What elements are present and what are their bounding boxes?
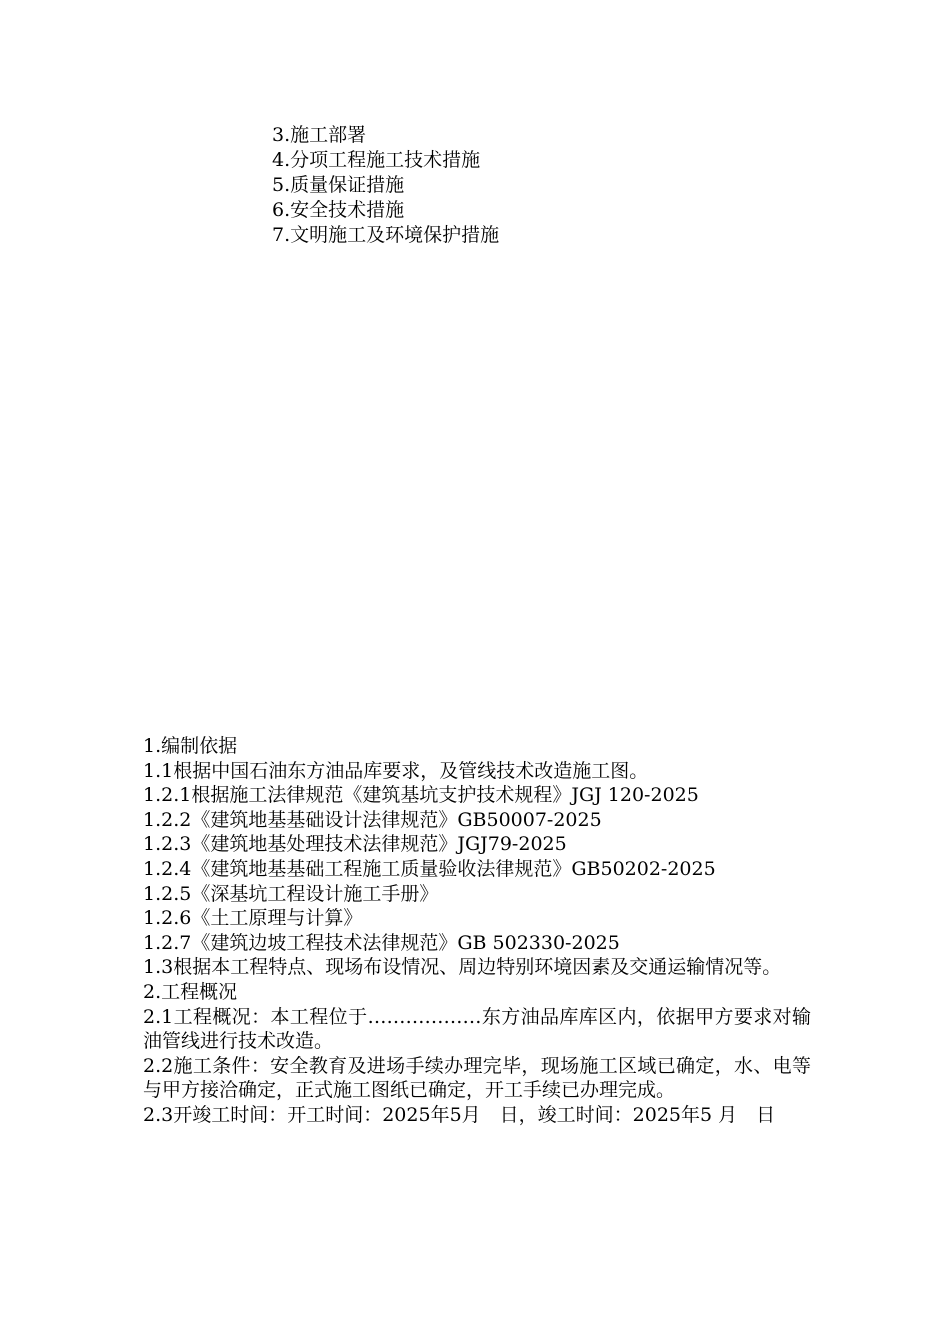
paragraph-2-1: 2.1工程概况：本工程位于………………东方油品库库区内，依据甲方要求对输油管线进行技术改造。 [143,1005,811,1053]
paragraph-1-3: 1.3根据本工程特点、现场布设情况、周边特别环境因素及交通运输情况等。 [143,956,782,979]
paragraph-1-2-1: 1.2.1根据施工法律规范《建筑基坑支护技术规程》JGJ 120-2025 [143,784,699,807]
paragraph-1-2-4: 1.2.4《建筑地基基础工程施工质量验收法律规范》GB50202-2025 [143,857,716,880]
paragraph-1-2-2: 1.2.2《建筑地基基础设计法律规范》GB50007-2025 [143,808,602,831]
toc-item-5: 5.质量保证措施 [272,174,405,196]
paragraph-2-2: 2.2施工条件：安全教育及进场手续办理完毕，现场施工区域已确定，水、电等与甲方接洽确定，正式施工图纸已确定，开工手续已办理完成。 [143,1054,811,1102]
document-body [143,734,811,1128]
paragraph-1-2-5: 1.2.5《深基坑工程设计施工手册》 [143,882,439,905]
paragraph-1-2-7: 1.2.7《建筑边坡工程技术法律规范》GB 502330-2025 [143,931,620,954]
toc-item-3: 3.施工部署 [272,124,367,146]
toc-item-4: 4.分项工程施工技术措施 [272,149,481,171]
paragraph-2-3: 2.3开竣工时间：开工时间：2025年5月 日，竣工时间：2025年5 月 日 [143,1103,776,1126]
paragraph-1-1: 1.1根据中国石油东方油品库要求，及管线技术改造施工图。 [143,759,649,782]
toc-item-6: 6.安全技术措施 [272,199,405,221]
toc-item-7: 7.文明施工及环境保护措施 [272,224,500,246]
paragraph-1-2-6: 1.2.6《土工原理与计算》 [143,907,363,930]
paragraph-1-2-3: 1.2.3《建筑地基处理技术法律规范》JGJ79-2025 [143,833,567,856]
section-1-heading: 1.编制依据 [143,735,238,757]
table-of-contents [272,123,832,248]
section-2-heading: 2.工程概况 [143,980,238,1003]
